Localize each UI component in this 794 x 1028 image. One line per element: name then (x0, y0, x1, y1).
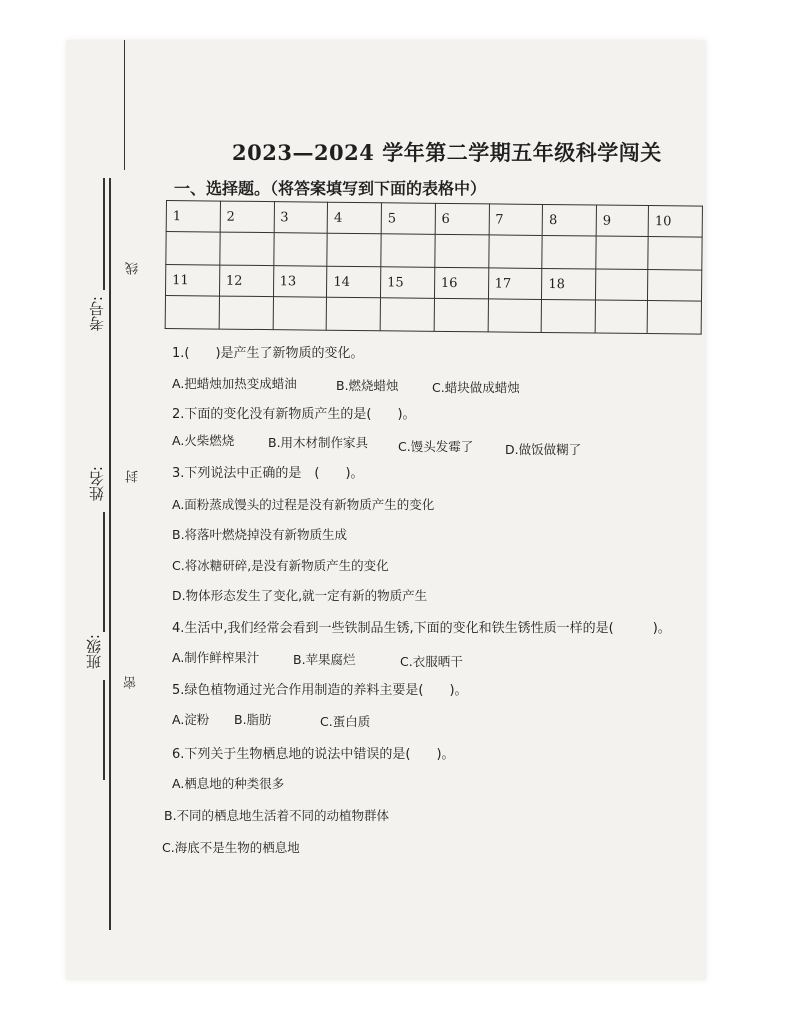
question-6-option-a: A.栖息地的种类很多 (172, 776, 285, 791)
answer-blank-cell[interactable] (326, 297, 380, 331)
seal-secret-char: 密 (124, 676, 139, 689)
question-3-stem: 3.下列说法中正确的是 ( )。 (172, 466, 364, 481)
answer-number-cell: 3 (274, 202, 328, 234)
question-4-stem: 4.生活中,我们经常会看到一些铁制品生锈,下面的变化和铁生锈性质一样的是( )。 (172, 621, 671, 636)
answer-table (165, 200, 703, 335)
question-5-stem: 5.绿色植物通过光合作用制造的养料主要是( )。 (172, 683, 468, 698)
answer-blank-cell[interactable] (381, 234, 435, 268)
section-heading: 一、选择题。（将答案填写到下面的表格中） (174, 179, 487, 198)
question-4-option-b: B.苹果腐烂 (293, 652, 356, 667)
answer-blank-row (165, 296, 701, 335)
answer-number-cell: 6 (435, 203, 489, 235)
question-1-option-b: B.燃烧蜡烛 (336, 378, 399, 393)
class-blank (103, 680, 105, 780)
answer-blank-cell[interactable] (165, 296, 219, 330)
question-1-option-a: A.把蜡烛加热变成蜡油 (172, 376, 297, 391)
name-label: 姓名: (88, 466, 106, 502)
answer-blank-cell[interactable] (488, 235, 542, 269)
question-5-option-c: C.蛋白质 (320, 714, 371, 729)
answer-number-cell: 8 (542, 204, 596, 236)
question-5-option-b: B.脂肪 (234, 712, 272, 727)
exam-number-blank (103, 178, 105, 290)
answer-blank-cell[interactable] (541, 299, 595, 333)
question-2-option-b: B.用木材制作家具 (268, 435, 369, 450)
binding-line (109, 178, 111, 930)
question-3-option-b: B.将落叶燃烧掉没有新物质生成 (172, 527, 348, 542)
question-2-option-d: D.做饭做糊了 (505, 442, 582, 457)
answer-number-cell: 18 (542, 268, 596, 300)
answer-number-cell: 14 (327, 266, 381, 298)
answer-number-cell: 16 (434, 267, 488, 299)
answer-blank-cell[interactable] (219, 296, 273, 330)
answer-blank-row (166, 232, 702, 271)
binding-line-top (124, 40, 125, 170)
answer-number-cell (595, 269, 647, 301)
answer-blank-cell[interactable] (327, 233, 381, 267)
question-2-option-a: A.火柴燃烧 (172, 433, 235, 448)
answer-blank-cell[interactable] (595, 300, 647, 334)
question-2-option-c: C.馒头发霉了 (398, 439, 474, 454)
answer-number-cell: 17 (488, 268, 542, 300)
answer-blank-cell[interactable] (542, 235, 596, 269)
answer-number-cell (648, 270, 702, 302)
question-1-option-c: C.蜡块做成蜡烛 (432, 380, 520, 395)
answer-blank-cell[interactable] (380, 298, 434, 332)
answer-blank-cell[interactable] (273, 297, 327, 331)
answer-number-cell: 13 (273, 266, 327, 298)
answer-number-cell: 10 (648, 206, 702, 238)
seal-line-char: 线 (126, 262, 141, 275)
answer-blank-cell[interactable] (435, 234, 489, 268)
answer-blank-cell[interactable] (647, 301, 701, 335)
question-6-stem: 6.下列关于生物栖息地的说法中错误的是( )。 (172, 747, 455, 762)
name-blank (103, 512, 105, 632)
answer-number-cell: 1 (166, 201, 220, 233)
exam-title: 2023—2024 学年第二学期五年级科学闯关 (232, 140, 662, 165)
question-3-option-d: D.物体形态发生了变化,就一定有新的物质产生 (172, 588, 428, 603)
answer-number-cell: 11 (165, 265, 219, 297)
answer-blank-cell[interactable] (273, 233, 327, 267)
answer-blank-cell[interactable] (488, 299, 542, 333)
answer-number-cell: 2 (220, 201, 274, 233)
answer-blank-cell[interactable] (166, 232, 220, 266)
exam-number-label: 考号: (88, 296, 106, 332)
question-6-option-b: B.不同的栖息地生活着不同的动植物群体 (164, 808, 390, 823)
class-label: 班级: (85, 634, 103, 670)
answer-blank-cell[interactable] (596, 236, 648, 270)
answer-blank-cell[interactable] (220, 232, 274, 266)
question-1-stem: 1.( )是产生了新物质的变化。 (172, 346, 364, 361)
question-3-option-a: A.面粉蒸成馒头的过程是没有新物质产生的变化 (172, 497, 435, 512)
question-2-stem: 2.下面的变化没有新物质产生的是( )。 (172, 407, 416, 422)
answer-number-cell: 7 (489, 204, 543, 236)
question-4-option-a: A.制作鲜榨果汁 (172, 650, 260, 665)
answer-blank-cell[interactable] (648, 237, 702, 271)
question-5-option-a: A.淀粉 (172, 712, 210, 727)
answer-number-cell: 4 (327, 202, 381, 234)
answer-number-cell: 5 (381, 203, 435, 235)
question-4-option-c: C.衣服晒干 (400, 654, 463, 669)
answer-number-cell: 9 (596, 205, 648, 237)
answer-number-cell: 15 (380, 267, 434, 299)
answer-number-cell: 12 (219, 265, 273, 297)
seal-seal-char: 封 (126, 470, 141, 483)
answer-blank-cell[interactable] (434, 298, 488, 332)
question-3-option-c: C.将冰糖研碎,是没有新物质产生的变化 (172, 558, 389, 573)
question-6-option-c: C.海底不是生物的栖息地 (162, 840, 300, 855)
